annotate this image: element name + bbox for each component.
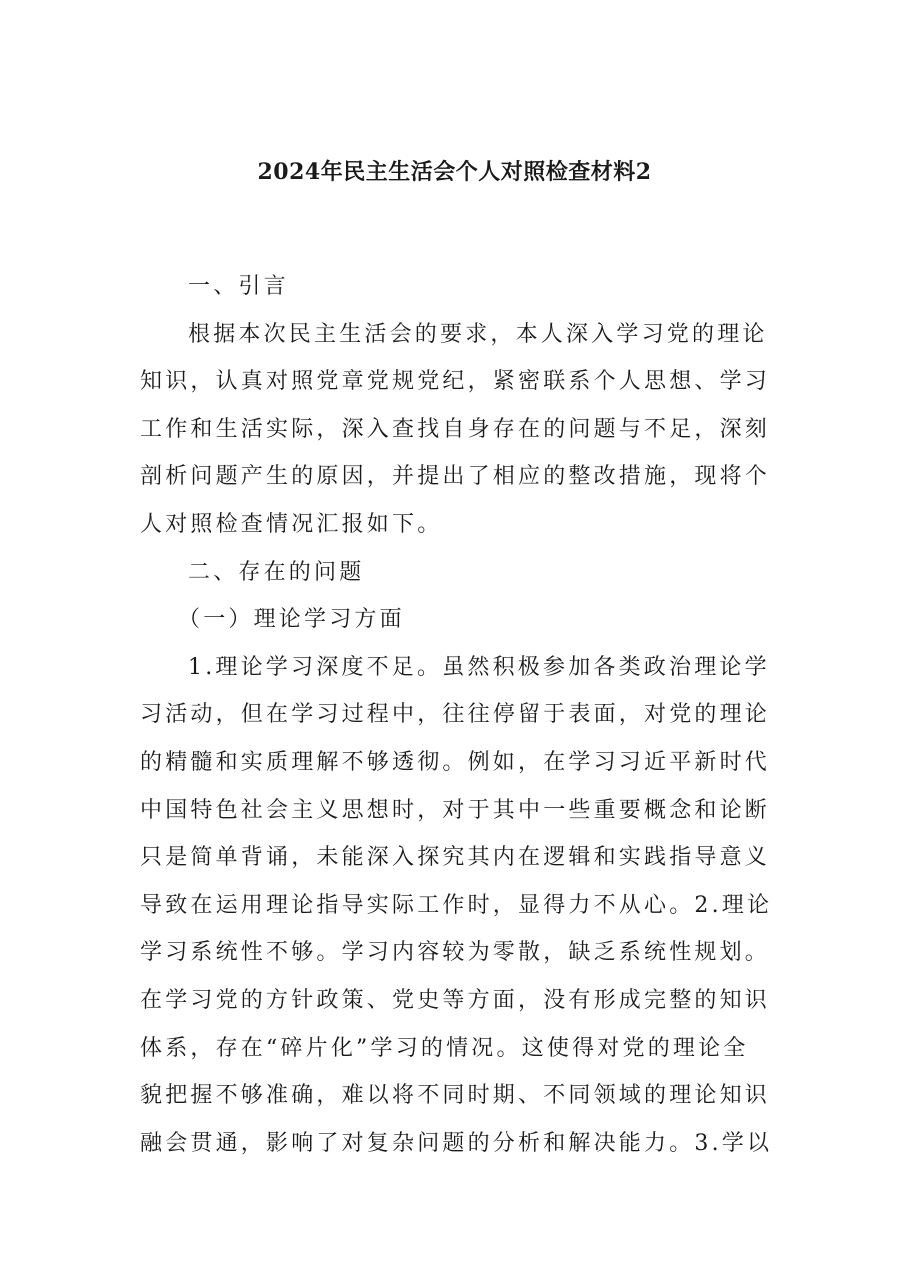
section-heading-introduction: 一、引言: [188, 274, 289, 299]
paragraph-line: 中国特色社会主义思想时，对于其中一些重要概念和论断: [140, 797, 771, 823]
paragraph-line: 知识，认真对照党章党规党纪，紧密联系个人思想、学习: [140, 369, 771, 395]
paragraph-line: 融会贯通，影响了对复杂问题的分析和解决能力。3.学以: [140, 1130, 773, 1156]
section-heading-problems: 二、存在的问题: [188, 559, 365, 585]
paragraph-line: 只是简单背诵，未能深入探究其内在逻辑和实践指导意义: [140, 845, 771, 871]
paragraph-line: 导致在运用理论指导实际工作时，显得力不从心。2.理论: [140, 892, 773, 918]
paragraph-line: 工作和生活实际，深入查找自身存在的问题与不足，深刻: [140, 416, 771, 442]
document-body: [140, 263, 772, 1167]
paragraph-line: 的精髓和实质理解不够透彻。例如，在学习习近平新时代: [140, 749, 771, 775]
paragraph-line: 习活动，但在学习过程中，往往停留于表面，对党的理论: [140, 702, 771, 728]
paragraph-line: 体系，存在“碎片化”学习的情况。这使得对党的理论全: [140, 1035, 749, 1061]
paragraph-line: 在学习党的方针政策、党史等方面，没有形成完整的知识: [140, 987, 771, 1013]
subsection-heading-theory: （一）理论学习方面: [178, 607, 405, 633]
document-title: 2024年民主生活会个人对照检查材料2: [257, 159, 652, 185]
paragraph-line: 剖析问题产生的原因，并提出了相应的整改措施，现将个: [140, 464, 771, 490]
paragraph-line: 人对照检查情况汇报如下。: [140, 511, 443, 537]
paragraph-line: 学习系统性不够。学习内容较为零散，缺乏系统性规划。: [140, 940, 771, 966]
paragraph-line: 貌把握不够准确，难以将不同时期、不同领域的理论知识: [140, 1083, 771, 1109]
paragraph-line: 1.理论学习深度不足。虽然积极参加各类政治理论学: [188, 654, 770, 680]
paragraph-line: 根据本次民主生活会的要求，本人深入学习党的理论: [188, 321, 768, 347]
